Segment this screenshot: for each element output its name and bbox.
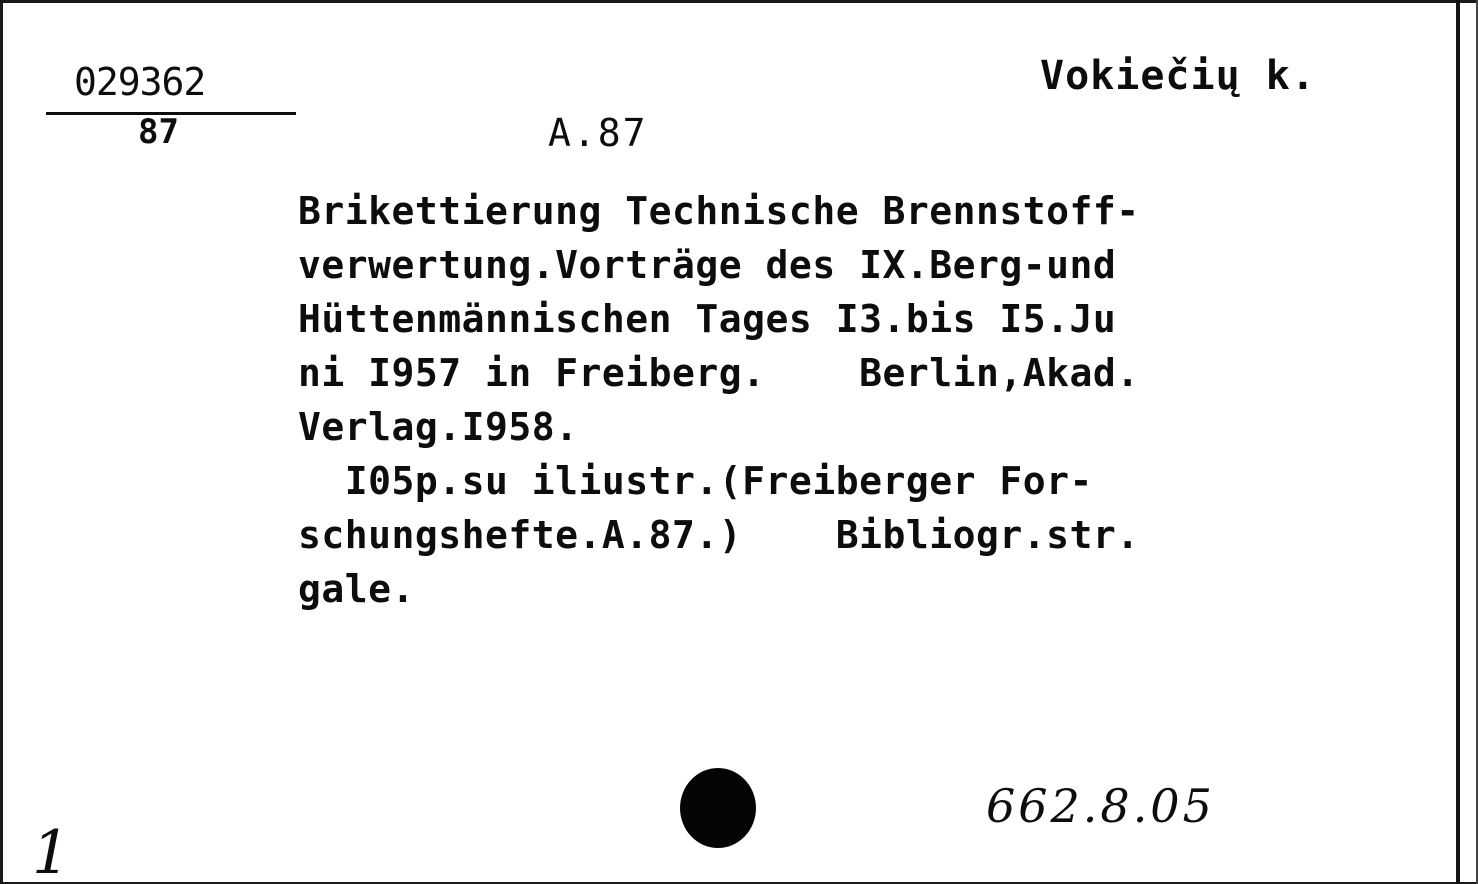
entry-line: ni I957 in Freiberg. Berlin,Akad. [298,351,1140,395]
card-punch-hole [680,768,756,848]
entry-line: schungshefte.A.87.) Bibliogr.str. [298,513,1140,557]
shelf-number: 87 [138,112,179,152]
entry-line: gale. [298,567,415,611]
card-border-right [1456,0,1460,884]
entry-line: Verlag.I958. [298,405,579,449]
card-border-top [0,0,1478,3]
classification-number: 662.8.05 [986,779,1215,833]
bibliographic-entry [298,184,1428,616]
entry-line: Brikettierung Technische Brennstoff- [298,189,1140,233]
language-label: Vokiečių k. [1040,53,1316,99]
series-mark: A.87 [548,111,648,155]
accession-number: 029362 [74,60,206,104]
entry-line: I05p.su iliustr.(Freiberger For- [298,459,1093,503]
copy-number: 1 [32,818,71,884]
card-border-left [0,0,3,884]
entry-line: verwertung.Vorträge des IX.Berg-und [298,243,1117,287]
entry-line: Hüttenmännischen Tages I3.bis I5.Ju [298,297,1117,341]
